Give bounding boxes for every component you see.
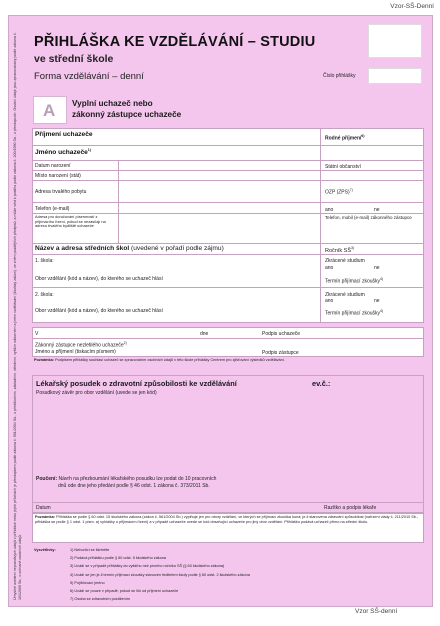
explanation-item: 6) Uvádí se pouze v případě, pokud se liší od příjmení uchazeče	[70, 588, 179, 593]
explanation-item: 3) Uvádí se v případě přihlášky do vyššího než prvního ročníku SŠ (§ 63 školského zákona)	[70, 564, 225, 569]
form-subtitle: ve střední škole	[34, 53, 114, 65]
explanations-list	[70, 548, 410, 605]
application-note: Poznámka: Přihláška se podle § 60 odst. 15 školského zákona (zákon č. 561/2004 Sb.) vyplňuje jen pro obory vzdělání, ve kterých se přijímací zkouška koná; je-li stanovena zdravotní způsobilost (nařízení vlády č. 211/2010 Sb., přihláška se podle § 1 odst. 1 písm. a) vyhlášky o přijímacím řízení) a v případě uchazeče uvede se kód obsahující uchazeče pro jiný obor vzdělání. Přihlášku podává uchazeč přímo na střední školu.	[32, 513, 424, 543]
no-option[interactable]: ne	[374, 207, 380, 213]
section-a-text-1: Vyplní uchazeč nebo	[72, 99, 153, 108]
first-name-label: Jméno uchazeče$^{1)}$	[35, 148, 91, 157]
delivery-address-label: Adresa pro doručování písemností z přijímacího řízení, pokud se nezasílají na adresu trvalého bydliště uchazeče	[35, 214, 106, 229]
applicant-signature-label: Podpis uchazeče	[262, 331, 301, 337]
explanation-item: 5) Pojišťovací jméno	[70, 580, 105, 585]
explanation-item: 4) Uvádí se jen je-li termín přijímací zkoušky stanoven ředitelem školy podle § 60 odst. 2 školského zákona	[70, 572, 250, 577]
medical-subtext: Posudkový závěr pro obor vzdělání (uvede se jen kód)	[36, 390, 157, 396]
application-number-field[interactable]	[368, 68, 422, 84]
application-number-label: Číslo přihlášky	[323, 73, 356, 79]
representative-label: Zákonný zástupce nezletilého uchazeče$^{2)}$	[35, 341, 127, 349]
section-a-badge	[33, 96, 67, 124]
phone-label: Telefon (e-mail)	[35, 206, 70, 212]
date-label: dne	[200, 331, 209, 337]
legal-sidebar-text: Úmyslné uvedení nepravdivých údajů v přihlášce nebo jejích přílohách je přestupkem podle zákona č. 561/2004 Sb., o předškolním, základním, středním, vyšším odborném a jiném vzdělávání (školský zákon), ve znění pozdějších předpisů, a může vést k postihu podle zákona č. 200/1990 Sb., o přestupcích. Osobní údaje jsou zpracovávány podle zákona č. 101/2000 Sb., o ochraně osobních údajů.	[13, 32, 22, 600]
school-2-ano[interactable]: ano	[325, 298, 334, 304]
registration-stamp-box[interactable]	[368, 24, 422, 58]
explanation-item: 1) Nehodící se škrtněte	[70, 548, 110, 552]
place-label: V	[35, 331, 39, 337]
school-2-exam-label: Termín přijímací zkoušky$^{4)}$	[325, 309, 384, 317]
representative-signature-label: Podpis zástupce	[262, 350, 299, 356]
school-2-ne[interactable]: ne	[374, 298, 380, 304]
representative-contact-label: Telefon, mobil (e-mail) zákonného zástupce	[325, 215, 412, 220]
section-a-text-2: zákonný zástupce uchazeče	[72, 110, 182, 119]
birth-place-label: Místo narození (stát)	[35, 173, 81, 179]
address-label: Adresa trvalého pobytu	[35, 189, 87, 195]
maiden-name-label: Rodné příjmení$^{6)}$	[325, 134, 365, 142]
schools-heading: Název a adresa středních škol (uvedené v pořadí podle zájmu)	[35, 245, 224, 252]
medical-instruction-2: dnů ode dne jeho předání podle § 46 odst. 1 zákona č. 373/2011 Sb.	[58, 483, 210, 489]
school-1-exam-label: Termín přijímací zkoušky$^{4)}$	[325, 277, 384, 285]
form-type: Forma vzdělávání – denní	[34, 71, 144, 82]
school-1-ano[interactable]: ano	[325, 265, 334, 271]
school-1-label: 1. škola:	[35, 258, 54, 264]
citizenship-label: Státní občanství	[325, 164, 361, 170]
yes-option[interactable]: ano	[325, 207, 334, 213]
medical-evidence-number: ev.č.:	[312, 379, 331, 388]
form-code-bottom: Vzor SŠ-denní	[355, 608, 398, 615]
school-1-ne[interactable]: ne	[374, 265, 380, 271]
grade-label: Ročník SŠ$^{3)}$	[325, 246, 355, 254]
explanation-item: 7) Osoba se zdravotním postižením	[70, 597, 130, 602]
medical-date-label: Datum	[36, 505, 51, 511]
birth-date-label: Datum narození	[35, 163, 71, 169]
school-2-label: 2. škola:	[35, 292, 54, 298]
school-2-field-label: Obor vzdělání (kód a název), do kterého se uchazeč hlásí	[35, 308, 163, 314]
school-1-field-label: Obor vzdělání (kód a název), do kterého se uchazeč hlásí	[35, 276, 163, 282]
surname-label: Příjmení uchazeče	[35, 131, 93, 138]
health-insurance-label: OZP (ZPS)$^{7)}$	[325, 188, 353, 196]
school-1-shortened-label: Zkrácené studium	[325, 258, 365, 264]
medical-heading: Lékařský posudek o zdravotní způsobilosti ke vzdělávání	[36, 379, 237, 388]
form-title: PŘIHLÁŠKA KE VZDĚLÁVÁNÍ – STUDIU	[34, 34, 316, 50]
explanation-item: 2) Podává přihlášku podle § 60 odst. 5 školského zákona	[70, 556, 167, 561]
medical-instruction-1: Poučení: Návrh na přezkoumání lékařského posudku lze podat do 10 pracovních	[36, 476, 217, 482]
consent-note: Poznámka: Podpisem přihlášky souhlasí uchazeč se zpracováním osobních údajů v této škole přihlášky Centrem pro zjišťování výsledků vzdělávání.	[34, 358, 285, 362]
school-2-shortened-label: Zkrácené studium	[325, 292, 365, 298]
section-a-letter: A	[43, 101, 56, 120]
representative-name-label: Jméno a příjmení (tiskacím písmem)	[35, 349, 116, 355]
explanations-label: Vysvětlivky:	[34, 548, 56, 552]
medical-stamp-label: Razítko a podpis lékaře	[324, 505, 377, 511]
form-code-top: Vzor-SŠ-Denní	[390, 3, 434, 10]
